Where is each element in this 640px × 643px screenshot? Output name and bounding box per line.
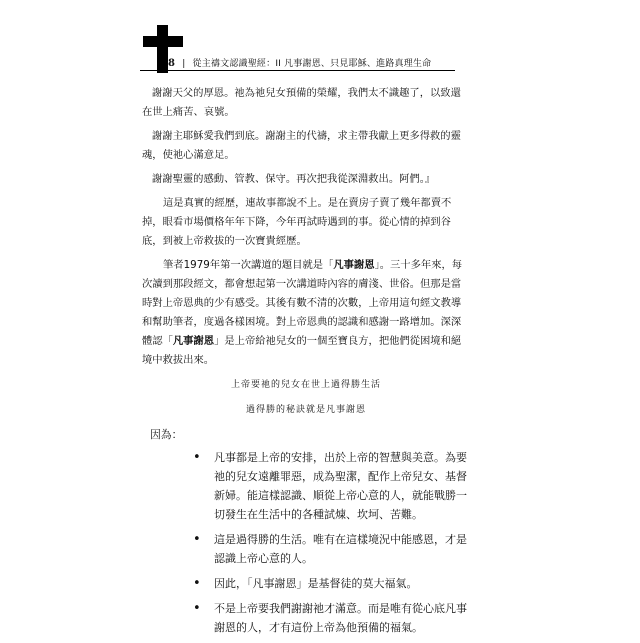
bullet-icon: • [193,576,201,591]
bullet-icon: • [193,601,201,616]
list-item: • 這是過得勝的生活。唯有在這樣境況中能感恩，才是認識上帝心意的人。 [193,532,467,565]
page-body [142,84,470,643]
running-header [168,56,431,69]
header-title: 從主禱文認識聖經：II 凡事謝恩、只見耶穌、進路真理生命 [192,59,432,69]
paragraph-experience: 這是真實的經歷，連故事都說不上。是在賣房子賣了幾年都賣不掉，眼看市場價格年年下降，今年再試時遇到的事。從心情的掉到谷底，到被上帝救拔的一次寶貴經歷。 [142,197,452,247]
bullet-list [142,448,470,637]
header-rule [140,70,455,71]
paragraph-sermon: 筆者1979年第一次講道的題目就是「凡事謝恩」。三十多年來，每次讀到那段經文，都會想起第一次講道時內容的膚淺、世俗。但那是當時對上帝恩典的少有感受。其後有數不清的次數，上帝用這句經文教導和幫助筆者，度過各樣困境。對上帝恩典的認識和感謝一路增加。深深體認「凡事謝恩」是上帝給祂兒女的一個至寶良方，把他們從困境和絕境中救拔出來。 [142,259,463,366]
bullet-icon: • [193,532,201,547]
list-item: • 凡事都是上帝的安排，出於上帝的智慧與美意。為要祂的兒女遠離罪惡，成為聖潔，配作上帝兒女、基督新婦。能這樣認識、順從上帝心意的人，就能戰勝一切發生在生活中的各種試煉、坎坷、苦難。 [193,450,467,521]
emphasis-phrase: 凡事謝恩 [172,335,215,347]
because-label: 因為： [150,428,183,441]
bullet-icon: • [193,450,201,465]
thanks-father: 謝謝天父的厚恩。祂為祂兒女預備的榮耀，我們太不識趣了，以致還在世上痛苦、哀號。 [142,87,461,118]
list-item: • 因此，「凡事謝恩」是基督徒的莫大福氣。 [193,576,418,591]
centered-line: 過得勝的秘訣就是凡事謝恩 [245,405,366,415]
header-separator: | [182,59,186,69]
centered-line: 上帝要祂的兒女在世上過得勝生活 [230,380,381,390]
page-number: 8 [168,58,176,69]
thanks-spirit: 謝謝聖靈的感動、管教、保守。再次把我從深淵救出。阿們。』 [152,173,436,185]
emphasis-phrase: 凡事謝恩 [333,259,375,271]
list-item: • 不是上帝要我們謝謝祂才滿意。而是唯有從心底凡事謝恩的人，才有這份上帝為他預備的福氣。 [193,601,467,634]
thanks-jesus: 謝謝主耶穌愛我們到底。謝謝主的代禱，求主帶我獻上更多得救的靈魂，使祂心滿意足。 [142,130,461,161]
